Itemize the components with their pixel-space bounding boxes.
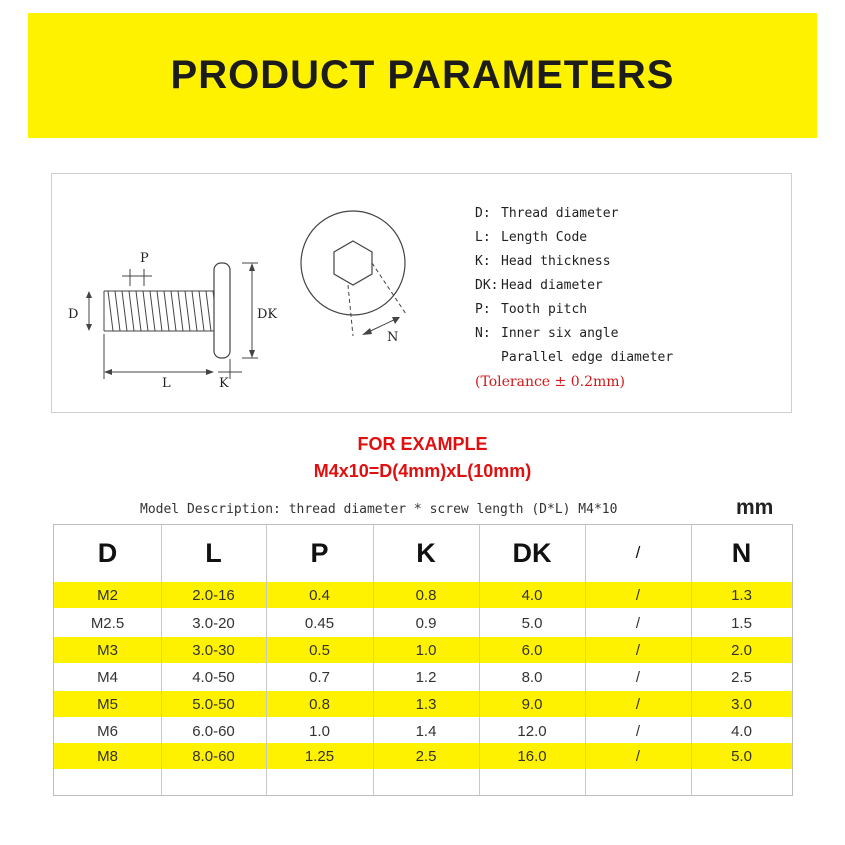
legend-item: DK: Head diameter bbox=[475, 278, 603, 293]
cell-slash: / bbox=[635, 747, 641, 765]
column-divider bbox=[585, 525, 586, 795]
cell-n: 2.0 bbox=[731, 641, 752, 659]
table-header-row bbox=[54, 525, 792, 581]
cell-n: 1.5 bbox=[731, 614, 752, 632]
cell-p: 1.0 bbox=[309, 722, 330, 740]
screw-drawing bbox=[52, 174, 791, 412]
legend-item: N: Inner six angle bbox=[475, 326, 619, 341]
cell-n: 4.0 bbox=[731, 722, 752, 740]
label-k: K bbox=[219, 376, 229, 391]
column-divider bbox=[479, 525, 480, 795]
column-divider bbox=[266, 525, 267, 795]
cell-dk: 5.0 bbox=[521, 614, 543, 632]
cell-p: 1.25 bbox=[304, 747, 335, 765]
cell-d: M3 bbox=[97, 641, 118, 659]
legend-item: P: Tooth pitch bbox=[475, 302, 588, 317]
head-top-view bbox=[301, 211, 405, 315]
cell-dk: 4.0 bbox=[521, 586, 543, 604]
header-slash: / bbox=[635, 543, 641, 562]
cell-p: 0.5 bbox=[309, 641, 330, 659]
cell-k: 1.4 bbox=[415, 722, 437, 740]
table-row bbox=[54, 718, 792, 744]
label-p: P bbox=[140, 251, 149, 266]
cell-slash: / bbox=[635, 614, 641, 632]
cell-p: 0.7 bbox=[309, 668, 330, 686]
example-title: FOR EXAMPLE bbox=[357, 434, 488, 454]
column-divider bbox=[161, 525, 162, 795]
table-row bbox=[54, 637, 792, 663]
table-row bbox=[54, 664, 792, 690]
cell-slash: / bbox=[635, 668, 641, 686]
label-dk: DK bbox=[257, 307, 278, 322]
cell-l: 3.0-20 bbox=[192, 614, 235, 632]
cell-dk: 9.0 bbox=[521, 695, 543, 713]
screw-head bbox=[214, 263, 230, 358]
cell-d: M6 bbox=[97, 722, 118, 740]
cell-l: 2.0-16 bbox=[192, 586, 235, 604]
parameters-table bbox=[53, 524, 793, 796]
cell-p: 0.4 bbox=[309, 586, 330, 604]
header-dk: DK bbox=[512, 537, 552, 568]
cell-slash: / bbox=[635, 586, 641, 604]
legend-item: L: Length Code bbox=[475, 230, 588, 245]
cell-n: 1.3 bbox=[731, 586, 752, 604]
cell-k: 0.9 bbox=[415, 614, 437, 632]
example-formula: M4x10=D(4mm)xL(10mm) bbox=[313, 461, 532, 481]
header-k: K bbox=[416, 537, 436, 568]
dimension-legend bbox=[475, 204, 673, 396]
cell-slash: / bbox=[635, 641, 641, 659]
column-divider bbox=[691, 525, 692, 795]
header-l: L bbox=[205, 537, 222, 568]
cell-slash: / bbox=[635, 722, 641, 740]
cell-l: 6.0-60 bbox=[192, 722, 235, 740]
cell-k: 1.2 bbox=[415, 668, 437, 686]
cell-k: 2.5 bbox=[415, 747, 437, 765]
label-n: N bbox=[387, 330, 399, 345]
header-n: N bbox=[731, 537, 752, 568]
label-d: D bbox=[68, 307, 79, 322]
cell-k: 1.3 bbox=[415, 695, 437, 713]
table-row bbox=[54, 582, 792, 608]
cell-d: M5 bbox=[97, 695, 118, 713]
cell-dk: 12.0 bbox=[517, 722, 547, 740]
cell-dk: 8.0 bbox=[521, 668, 543, 686]
header-banner bbox=[28, 13, 817, 138]
cell-d: M2.5 bbox=[90, 614, 125, 632]
cell-l: 3.0-30 bbox=[192, 641, 235, 659]
label-l: L bbox=[162, 376, 171, 391]
screw-thread bbox=[104, 291, 218, 331]
model-description: Model Description: thread diameter * screw length (D*L) M4*10 bbox=[140, 502, 618, 517]
cell-d: M8 bbox=[97, 747, 118, 765]
column-divider bbox=[373, 525, 374, 795]
table-row bbox=[54, 691, 792, 717]
table-row bbox=[54, 743, 792, 769]
header-p: P bbox=[310, 537, 329, 568]
cell-dk: 6.0 bbox=[521, 641, 543, 659]
cell-d: M4 bbox=[97, 668, 118, 686]
cell-p: 0.45 bbox=[304, 614, 335, 632]
legend-item: D: Thread diameter bbox=[475, 206, 619, 221]
page-title: PRODUCT PARAMETERS bbox=[170, 53, 675, 97]
unit-label: mm bbox=[736, 496, 774, 519]
cell-l: 4.0-50 bbox=[192, 668, 235, 686]
cell-k: 0.8 bbox=[415, 586, 437, 604]
screw-diagram-panel bbox=[51, 173, 792, 413]
cell-p: 0.8 bbox=[309, 695, 330, 713]
cell-n: 5.0 bbox=[731, 747, 752, 765]
cell-n: 2.5 bbox=[731, 668, 752, 686]
header-d: D bbox=[97, 537, 118, 568]
hex-socket-icon bbox=[334, 241, 372, 285]
cell-slash: / bbox=[635, 695, 641, 713]
legend-item: K: Head thickness bbox=[475, 254, 611, 269]
cell-l: 5.0-50 bbox=[192, 695, 235, 713]
cell-d: M2 bbox=[97, 586, 118, 604]
cell-k: 1.0 bbox=[415, 641, 437, 659]
legend-continuation: Parallel edge diameter bbox=[501, 350, 674, 365]
cell-l: 8.0-60 bbox=[192, 747, 235, 765]
cell-dk: 16.0 bbox=[517, 747, 547, 765]
cell-n: 3.0 bbox=[731, 695, 752, 713]
table-row bbox=[54, 610, 792, 636]
tolerance-note: (Tolerance ± 0.2mm) bbox=[475, 374, 625, 390]
